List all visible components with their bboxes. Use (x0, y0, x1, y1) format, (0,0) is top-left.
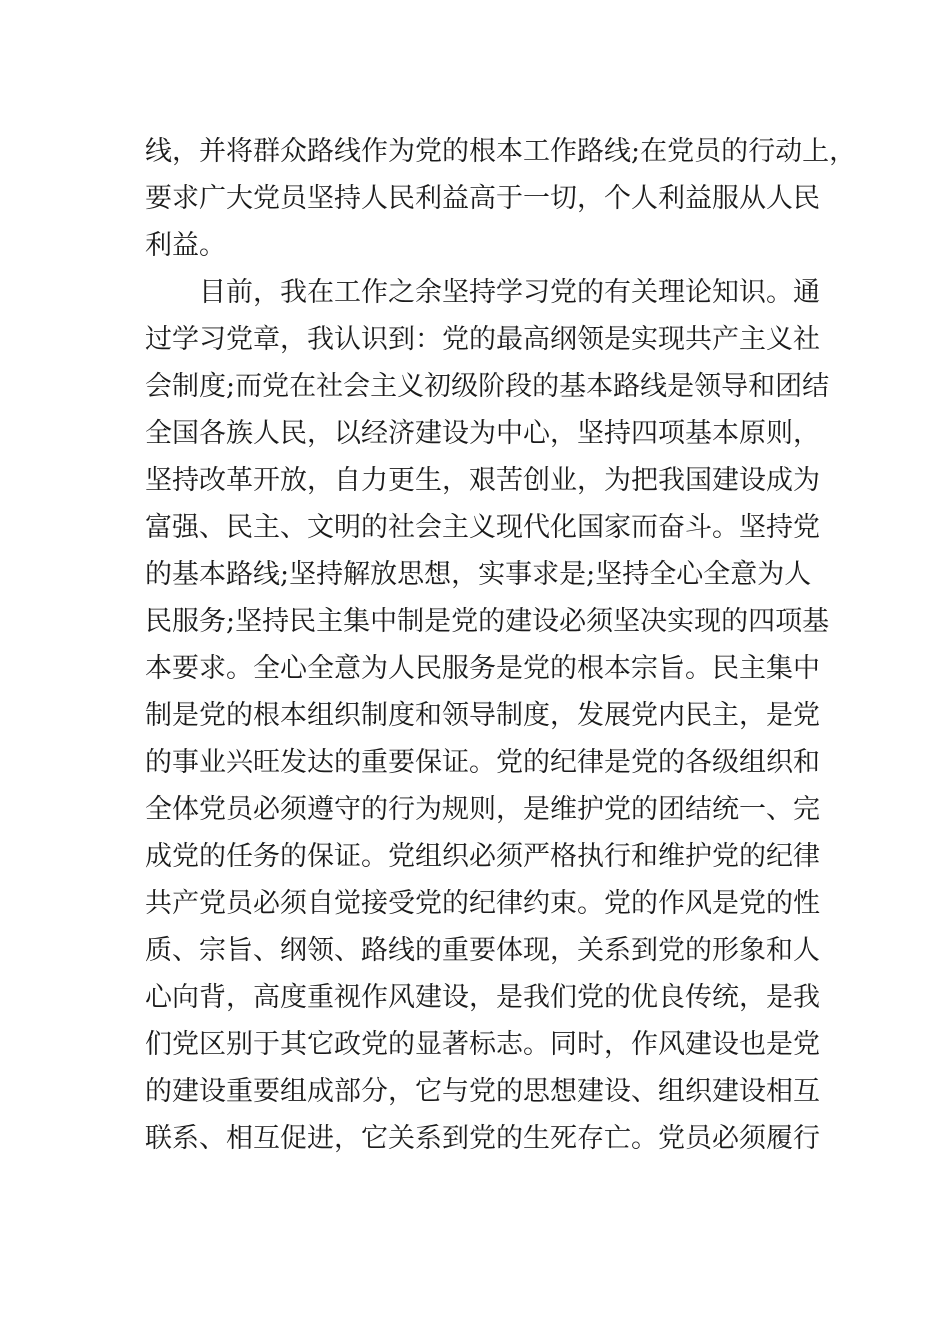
text-line: 全体党员必须遵守的行为规则，是维护党的团结统一、完 (145, 794, 820, 825)
paragraph-first-line: 目前，我在工作之余坚持学习党的有关理论知识。通 (199, 277, 820, 308)
text-line: 要求广大党员坚持人民利益高于一切，个人利益服从人民 (145, 183, 820, 214)
text-line: 的基本路线;坚持解放思想，实事求是;坚持全心全意为人 (145, 559, 812, 590)
text-line: 过学习党章，我认识到：党的最高纲领是实现共产主义社 (145, 324, 820, 355)
text-line: 全国各族人民，以经济建设为中心，坚持四项基本原则， (145, 418, 820, 449)
text-line: 线，并将群众路线作为党的根本工作路线;在党员的行动上， (145, 136, 857, 167)
text-line: 们党区别于其它政党的显著标志。同时，作风建设也是党 (145, 1029, 820, 1060)
text-line: 本要求。全心全意为人民服务是党的根本宗旨。民主集中 (145, 653, 820, 684)
text-line: 联系、相互促进，它关系到党的生死存亡。党员必须履行 (145, 1123, 820, 1154)
text-line: 会制度;而党在社会主义初级阶段的基本路线是领导和团结 (145, 371, 830, 402)
text-line: 富强、民主、文明的社会主义现代化国家而奋斗。坚持党 (145, 512, 820, 543)
text-line: 制是党的根本组织制度和领导制度，发展党内民主，是党 (145, 700, 820, 731)
text-line: 成党的任务的保证。党组织必须严格执行和维护党的纪律 (145, 841, 820, 872)
text-line: 利益。 (145, 230, 226, 261)
text-line: 心向背，高度重视作风建设，是我们党的优良传统，是我 (145, 982, 820, 1013)
text-line: 质、宗旨、纲领、路线的重要体现，关系到党的形象和人 (145, 935, 820, 966)
text-line: 民服务;坚持民主集中制是党的建设必须坚决实现的四项基 (145, 606, 830, 637)
text-line: 坚持改革开放，自力更生，艰苦创业，为把我国建设成为 (145, 465, 820, 496)
text-line: 共产党员必须自觉接受党的纪律约束。党的作风是党的性 (145, 888, 820, 919)
body-text (145, 128, 857, 1162)
text-line: 的事业兴旺发达的重要保证。党的纪律是党的各级组织和 (145, 747, 820, 778)
text-line: 的建设重要组成部分，它与党的思想建设、组织建设相互 (145, 1076, 820, 1107)
